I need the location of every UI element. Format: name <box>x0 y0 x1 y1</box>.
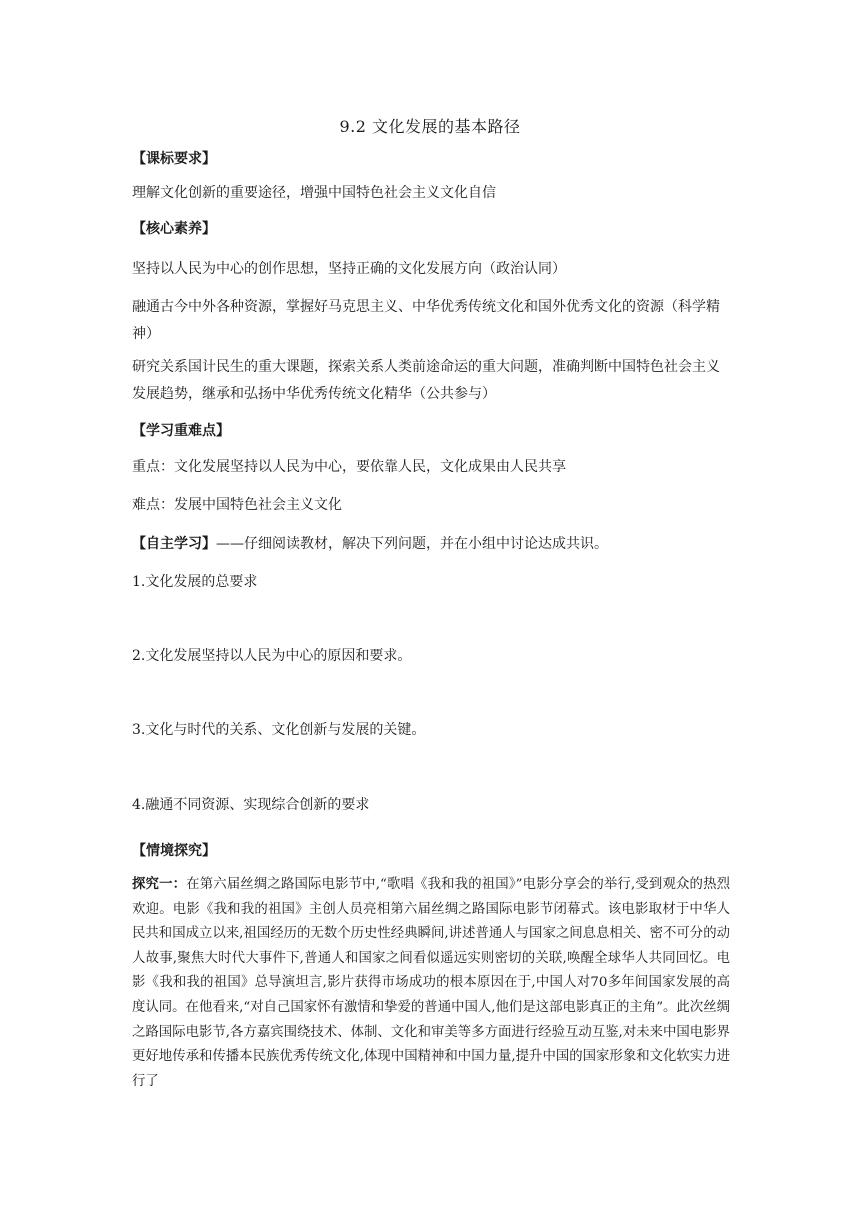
hexin-heading: 【核心素养】 <box>132 221 216 237</box>
kebiao-text: 理解文化创新的重要途径，增强中国特色社会主义文化自信 <box>132 185 496 201</box>
zizhu-line <box>132 531 732 558</box>
kebiao-heading: 【课标要求】 <box>132 151 216 167</box>
qingjing-heading: 【情境探究】 <box>132 843 216 859</box>
hexin-item-2: 融通古今中外各种资源，掌握好马克思主义、中华优秀传统文化和国外优秀文化的资源（科学精神） <box>132 299 720 342</box>
tanjiu-text: 在第六届丝绸之路国际电影节中,“歌唱《我和我的祖国》”电影分享会的举行,受到观众的热烈欢迎。电影《我和我的祖国》主创人员亮相第六届丝绸之路国际电影节闭幕式。该电影取材于中华人民共和国成立以来,祖国经历的无数个历史性经典瞬间,讲述普通人与国家之间息息相关、密不可分的动人故事,聚焦大时代大事件下,普通人和国家之间看似遥远实则密切的关联,唤醒全球华人共同回忆。电影《我和我的祖国》总导演坦言,影片获得市场成功的根本原因在于,中国人对70多年间国家发展的高度认同。在他看来,“对自己国家怀有激情和挚爱的普通中国人,他们是这部电影真正的主角”。此次丝绸之路国际电影节,各方嘉宾围绕技术、体制、文化和审美等多方面进行经验互动互鉴,对未来中国电影界更好地传承和传播本民族优秀传统文化,体现中国精神和中国力量,提升中国的国家形象和文化软实力进行了 <box>132 877 731 1089</box>
hexin-item-3: 研究关系国计民生的重大课题，探索关系人类前途命运的重大问题，准确判断中国特色社会主义发展趋势，继承和弘扬中华优秀传统文化精华（公共参与） <box>132 359 720 402</box>
zhongdian-text: 重点：文化发展坚持以人民为中心，要依靠人民，文化成果由人民共享 <box>132 459 566 475</box>
page-title: 9.2 文化发展的基本路径 <box>339 117 521 136</box>
question-1: 1.文化发展的总要求 <box>132 574 258 590</box>
tanjiu-label: 探究一： <box>132 877 187 892</box>
zizhu-heading: 【自主学习】 <box>132 536 216 552</box>
zizhu-text: ——仔细阅读教材，解决下列问题，并在小组中讨论达成共识。 <box>216 536 608 552</box>
hexin-item-1: 坚持以人民为中心的创作思想，坚持正确的文化发展方向（政治认同） <box>132 261 566 277</box>
zhongnan-heading: 【学习重难点】 <box>132 423 230 439</box>
question-4: 4.融通不同资源、实现综合创新的要求 <box>132 797 370 813</box>
tanjiu-paragraph <box>132 873 730 1094</box>
nandian-text: 难点：发展中国特色社会主义文化 <box>132 497 342 513</box>
question-3: 3.文化与时代的关系、文化创新与发展的关键。 <box>132 722 426 738</box>
question-2: 2.文化发展坚持以人民为中心的原因和要求。 <box>132 648 412 664</box>
